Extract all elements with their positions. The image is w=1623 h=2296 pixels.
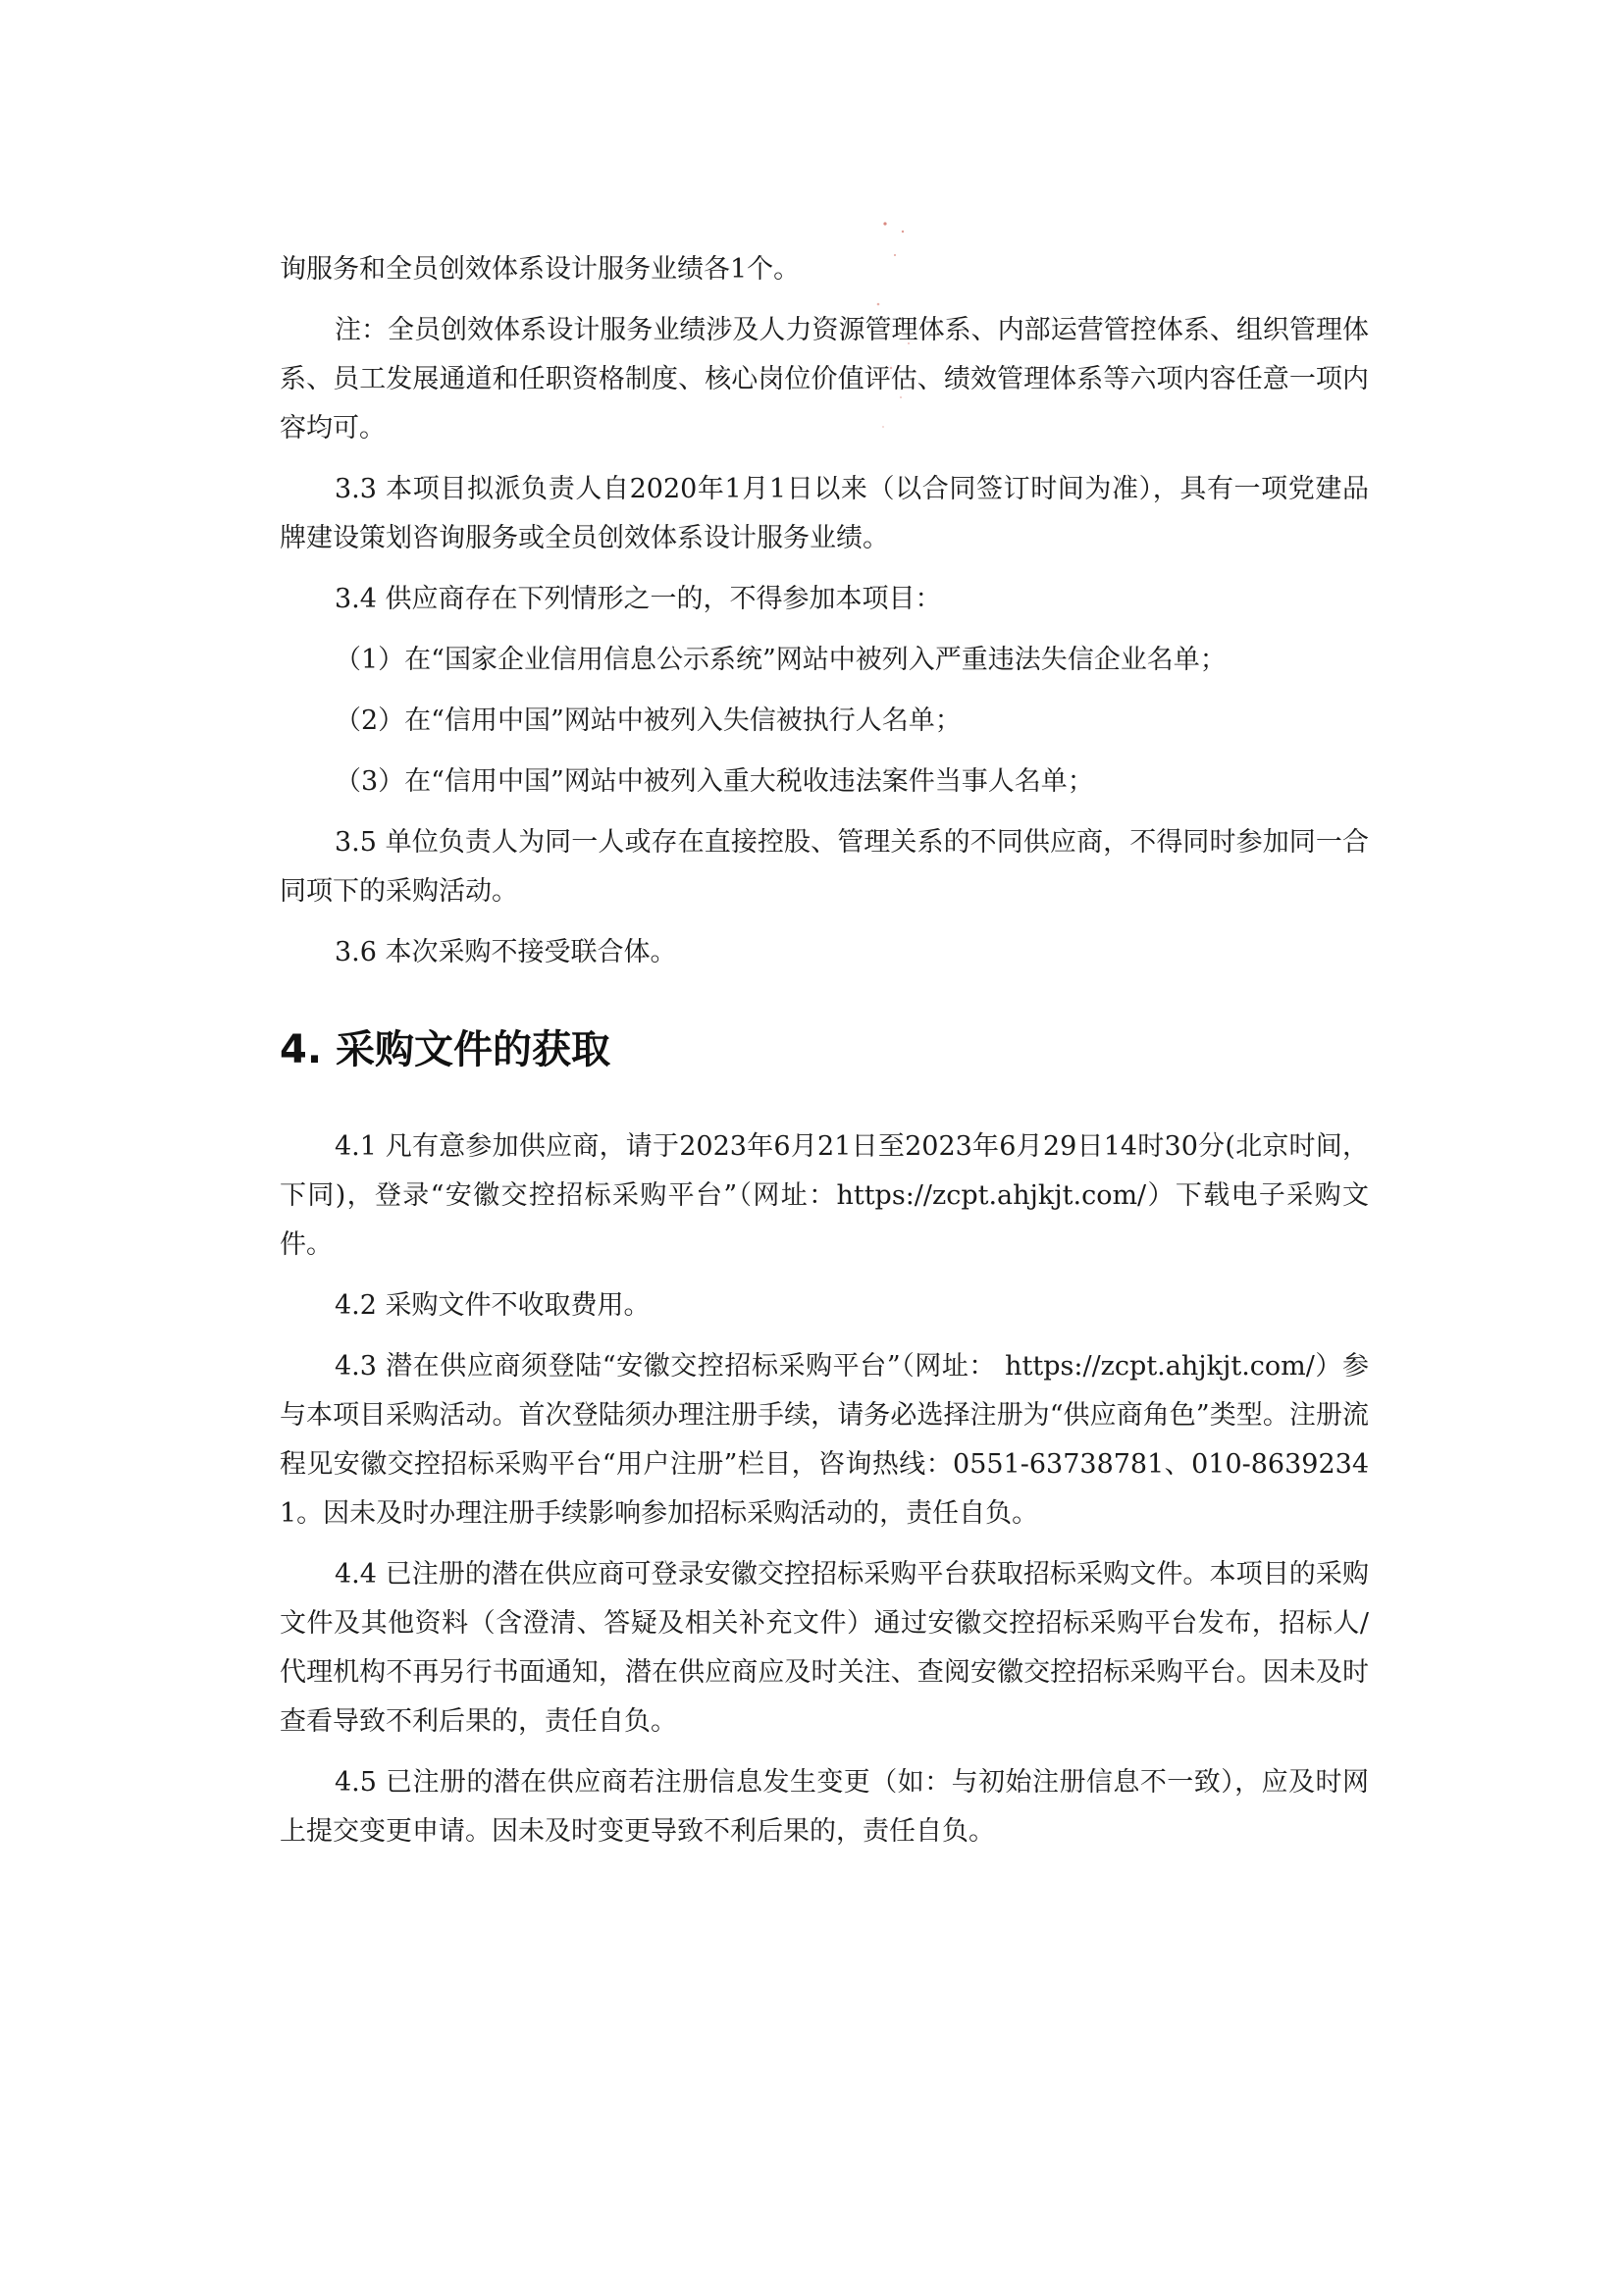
- paragraph-p3: 3.4 供应商存在下列情形之一的，不得参加本项目：: [335, 584, 942, 614]
- paragraph-p6: （3）在“信用中国”网站中被列入重大税收违法案件当事人名单；: [335, 766, 1094, 797]
- paragraph-p8: 3.6 本次采购不接受联合体。: [335, 937, 677, 967]
- paragraph-q1: 4.2 采购文件不收取费用。: [335, 1290, 651, 1321]
- paragraph-p5: （2）在“信用中国”网站中被列入失信被执行人名单；: [335, 705, 962, 736]
- paragraph-p0: 询服务和全员创效体系设计服务业绩各1个。: [280, 254, 801, 285]
- bottom-paragraphs: [280, 1122, 1369, 1856]
- paragraph-q3: 4.4 已注册的潜在供应商可登录安徽交控招标采购平台获取招标采购文件。本项目的采购文件及其他资料（含澄清、答疑及相关补充文件）通过安徽交控招标采购平台发布，招标人/代理机构不再另行书面通知，潜在供应商应及时关注、查阅安徽交控招标采购平台。因未及时查看导致不利后果的，责任自负。: [280, 1559, 1369, 1737]
- paragraph-q2: 4.3 潜在供应商须登陆“安徽交控招标采购平台”（网址： https://zcpt.ahjkjt.com/）参与本项目采购活动。首次登陆须办理注册手续，请务必选择注册为“供应商角色”类型。注册流程见安徽交控招标采购平台“用户注册”栏目，咨询热线：0551-63738781、010-86392341。因未及时办理注册手续影响参加招标采购活动的，责任自负。: [280, 1351, 1369, 1529]
- paragraph-p4: （1）在“国家企业信用信息公示系统”网站中被列入严重违法失信企业名单；: [335, 645, 1227, 675]
- paragraph-p2: 3.3 本项目拟派负责人自2020年1月1日以来（以合同签订时间为准），具有一项党建品牌建设策划咨询服务或全员创效体系设计服务业绩。: [280, 474, 1369, 553]
- paragraph-q0: 4.1 凡有意参加供应商，请于2023年6月21日至2023年6月29日14时30分(北京时间，下同)，登录“安徽交控招标采购平台”（网址：https://zcpt.ahjkjt.com/）下载电子采购文件。: [280, 1131, 1369, 1260]
- paragraph-p1: 注：全员创效体系设计服务业绩涉及人力资源管理体系、内部运营管控体系、组织管理体系、员工发展通道和任职资格制度、核心岗位价值评估、绩效管理体系等六项内容任意一项内容均可。: [280, 315, 1369, 444]
- paragraph-p7: 3.5 单位负责人为同一人或存在直接控股、管理关系的不同供应商，不得同时参加同一合同项下的采购活动。: [280, 827, 1369, 907]
- top-paragraphs: [280, 245, 1369, 977]
- paragraph-q4: 4.5 已注册的潜在供应商若注册信息发生变更（如：与初始注册信息不一致），应及时网上提交变更申请。因未及时变更导致不利后果的，责任自负。: [280, 1767, 1369, 1847]
- section-heading: 4. 采购文件的获取: [280, 1027, 610, 1072]
- document-page: [280, 245, 1369, 1868]
